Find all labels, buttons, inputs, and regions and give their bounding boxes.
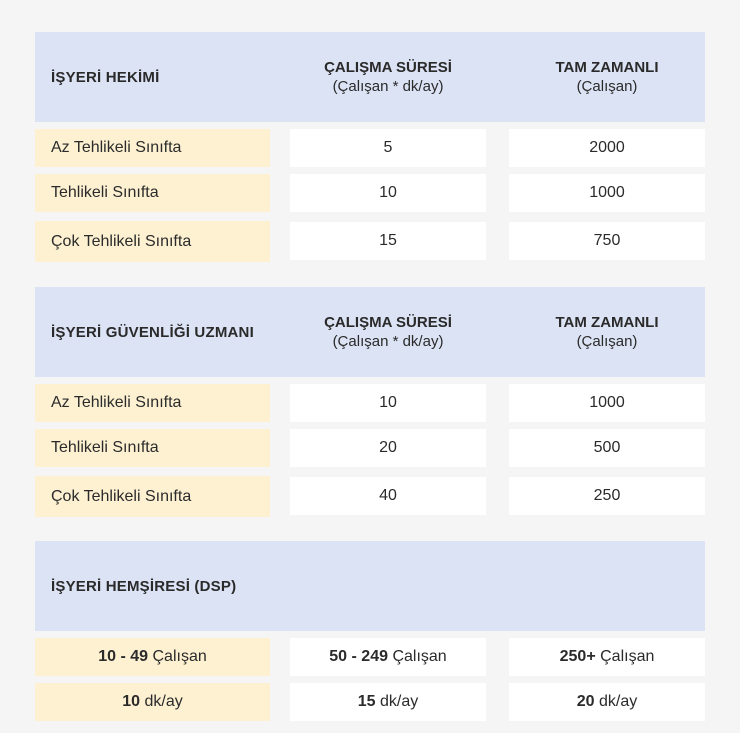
uzman-row-tam: 500 [509,429,705,467]
uzman-row-sure: 40 [290,477,486,515]
duration-num: 10 [122,693,141,710]
hekim-sure-header [290,32,486,122]
hemsire-duration [290,683,486,721]
hemsire-range [35,638,270,676]
uzman-row-label: Çok Tehlikeli Sınıfta [35,476,270,517]
uzman-row-tam: 1000 [509,384,705,422]
uzman-row-sure: 10 [290,384,486,422]
hekim-row-sure: 5 [290,129,486,167]
hekim-row-tam: 1000 [509,174,705,212]
hekim-tam-header [509,32,705,122]
range-unit: Çalışan [152,648,207,665]
tam-header-title: TAM ZAMANLI [555,59,659,76]
hemsire-duration [35,683,270,721]
hemsire-range [290,638,486,676]
uzman-tam-header [509,287,705,377]
range-num: 250+ [559,648,596,665]
uzman-row-sure: 20 [290,429,486,467]
duration-unit: dk/ay [599,693,638,710]
hemsire-title: İŞYERİ HEMŞİRESİ (DSP) [51,577,237,595]
hekim-row-sure: 15 [290,222,486,260]
hekim-row-tam: 2000 [509,129,705,167]
uzman-title: İŞYERİ GÜVENLİĞİ UZMANI [51,323,254,341]
tam-header-sub: (Çalışan) [576,78,638,95]
sure-header-title: ÇALIŞMA SÜRESİ [324,59,452,76]
uzman-row-label: Az Tehlikeli Sınıfta [35,384,270,422]
hemsire-range [509,638,705,676]
range-num: 10 - 49 [98,648,149,665]
sure-header-sub: (Çalışan * dk/ay) [332,333,444,350]
duration-unit: dk/ay [380,693,419,710]
hemsire-duration [509,683,705,721]
sure-header-sub: (Çalışan * dk/ay) [332,78,444,95]
range-unit: Çalışan [600,648,655,665]
uzman-row-label: Tehlikeli Sınıfta [35,429,270,467]
hekim-row-label: Az Tehlikeli Sınıfta [35,129,270,167]
hekim-header [35,32,705,122]
hemsire-header [35,541,705,631]
hekim-row-sure: 10 [290,174,486,212]
uzman-sure-header [290,287,486,377]
range-num: 50 - 249 [329,648,388,665]
hekim-row-label: Çok Tehlikeli Sınıfta [35,221,270,262]
sure-header-title: ÇALIŞMA SÜRESİ [324,314,452,331]
uzman-header [35,287,705,377]
duration-num: 20 [576,693,595,710]
duration-num: 15 [357,693,376,710]
hekim-row-tam: 750 [509,222,705,260]
tam-header-title: TAM ZAMANLI [555,314,659,331]
duration-unit: dk/ay [144,693,183,710]
hekim-title: İŞYERİ HEKİMİ [51,68,160,86]
uzman-row-tam: 250 [509,477,705,515]
tam-header-sub: (Çalışan) [576,333,638,350]
hekim-row-label: Tehlikeli Sınıfta [35,174,270,212]
range-unit: Çalışan [392,648,447,665]
